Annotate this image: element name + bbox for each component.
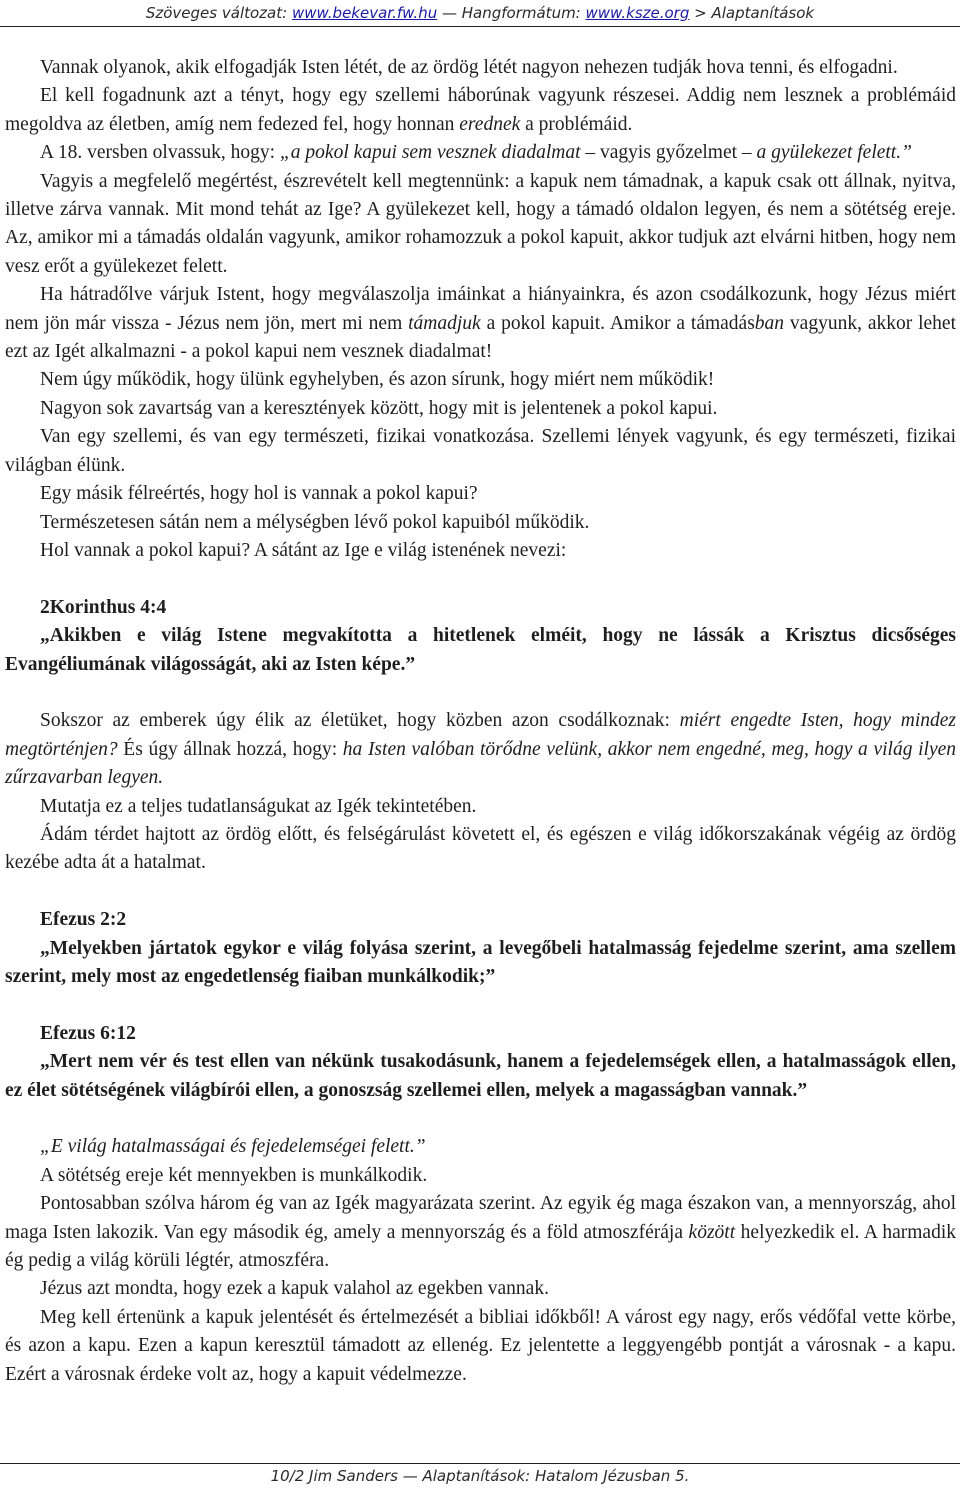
scripture-reference: Efezus 2:2 — [40, 909, 127, 931]
paragraph-text: Sokszor az emberek úgy élik az életüket, hogy közben azon csodálkoznak: — [40, 710, 680, 732]
paragraph: Jézus azt mondta, hogy ezek a kapuk valahol az egekben vannak. — [40, 1278, 549, 1300]
spacer — [5, 1105, 956, 1133]
paragraph: Egy másik félreértés, hogy hol is vannak a pokol kapui? — [40, 483, 478, 505]
paragraph: Nem úgy működik, hogy ülünk egyhelyben, és azon sírunk, hogy miért nem működik! — [40, 369, 715, 391]
paragraph-text: a pokol kapuit. Amikor a támadás — [480, 312, 755, 334]
paragraph: Vagyis a megfelelő megértést, észrevételt kell megtennünk: a kapuk nem támadnak, a kapuk csak ott állnak, nyitva, illetve zárva vannak. Mit mond tehát az Ige? A gyülekezet kell, hogy a támadó oldalon legyen, és nem a sötétség ereje. Az, amikor mi a támadás oldalán vagyunk, amikor rohamozzuk a pokol kapuit, akkor tudjuk azt elvárni hitben, hogy nem vesz erőt a gyülekezet felett. — [5, 170, 956, 277]
emphasis-text: között — [688, 1221, 736, 1243]
paragraph: A sötétség ereje két mennyekben is munkálkodik. — [40, 1164, 428, 1186]
spacer — [5, 565, 956, 593]
paragraph: Természetesen sátán nem a mélységben lévő pokol kapuiból működik. — [40, 511, 590, 533]
page-header — [0, 0, 960, 27]
paragraph: Nagyon sok zavartság van a keresztények között, hogy mit is jelentenek a pokol kapui. — [40, 397, 718, 419]
document-body — [5, 54, 956, 1389]
bekevar-link[interactable]: www.bekevar.fw.hu — [291, 4, 438, 22]
paragraph: Mutatja ez a teljes tudatlanságukat az Igék tekintetében. — [40, 795, 477, 817]
header-section-text: > Alaptanítások — [689, 4, 815, 22]
header-label-text: Szöveges változat: — [145, 4, 292, 22]
quoted-verse: a gyülekezet felett.” — [756, 142, 912, 164]
paragraph-text: – vagyis győzelmet – — [580, 142, 757, 164]
quoted-verse: „a pokol kapui sem vesznek diadalmat — [279, 142, 581, 164]
spacer — [5, 991, 956, 1019]
paragraph — [5, 1133, 956, 1161]
paragraph-text: A 18. versben olvassuk, hogy: — [40, 142, 280, 164]
paragraph-text: Pontosabban szólva három ég van az Igék magyarázata szerint. Az egyik ég maga északon van, a mennyország, ahol maga Isten lakozik. Van egy második ég, amely a mennyország és a föld atmoszférája — [5, 1193, 956, 1243]
emphasis-text: támadjuk — [408, 312, 481, 334]
paragraph-text: El kell fogadnunk azt a tényt, hogy egy szellemi háborúnak vagyunk részesei. Addig nem lesznek a problémáid megoldva az életben, amíg nem fedezed fel, hogy honnan — [5, 85, 956, 135]
paragraph-text: És úgy állnak hozzá, hogy: — [117, 738, 343, 760]
paragraph: Meg kell értenünk a kapuk jelentését és értelmezését a bibliai időkből! A várost egy nagy, erős védőfal vette körbe, és azon a kapu. Ezen a kapun keresztül támadott az ellenég. Ez jelentette a leggyengébb pontját a városnak - a kapu. Ezért a városnak érdeke volt az, hogy a kapuit védelmezze. — [5, 1306, 956, 1385]
paragraph — [5, 139, 956, 167]
quoted-verse: „E világ hatalmasságai és fejedelemségei felett.” — [40, 1136, 426, 1158]
paragraph — [5, 707, 956, 792]
spacer — [5, 878, 956, 906]
emphasis-text: ban — [754, 312, 785, 334]
paragraph-text: helyezkedik el. A harmadik ég pedig a világ körüli légtér, atmoszféra. — [5, 1221, 956, 1271]
page-footer — [0, 1463, 960, 1489]
header-separator-text: — Hangformátum: — [437, 4, 586, 22]
paragraph: Hol vannak a pokol kapui? A sátánt az Ige e világ istenének nevezi: — [40, 539, 567, 561]
paragraph — [5, 1190, 956, 1275]
scripture-reference: 2Korinthus 4:4 — [40, 596, 167, 618]
emphasis-text: erednek — [459, 113, 521, 135]
emphasis-text: ha Isten valóban törődne velünk, akkor nem engedné, meg, hogy a világ ilyen zűrzavarban legyen. — [5, 738, 957, 789]
scripture-quote: „Mert nem vér és test ellen van nékünk tusakodásunk, hanem a fejedelemségek ellen, a hatalmasságok ellen, ez élet sötétségének világbírói ellen, a gonoszság szellemei ellen, melyek a magasságban vannak.” — [5, 1051, 956, 1101]
paragraph — [5, 281, 956, 366]
paragraph-text: a problémáid. — [520, 113, 633, 135]
ksze-link[interactable]: www.ksze.org — [585, 4, 690, 22]
paragraph-text: Ha hátradőlve várjuk Istent, hogy megválaszolja imáinkat a hiányainkra, és azon csodálkozunk, hogy Jézus miért nem jön már vissza - Jézus nem jön, mert mi nem — [5, 284, 956, 334]
spacer — [5, 679, 956, 707]
paragraph: Vannak olyanok, akik elfogadják Isten létét, de az ördög létét nagyon nehezen tudják hova tenni, és elfogadni. — [40, 57, 898, 78]
paragraph: Van egy szellemi, és van egy természeti, fizikai vonatkozása. Szellemi lények vagyunk, és egy természeti, fizikai világban élünk. — [5, 426, 956, 476]
emphasis-text: miért engedte Isten, hogy mindez megtörténjen? — [5, 710, 956, 760]
paragraph — [5, 82, 956, 139]
paragraph-text: vagyunk, akkor lehet ezt az Igét alkalmazni - a pokol kapui nem vesznek diadalmat! — [5, 312, 957, 363]
scripture-quote: „Akikben e világ Istene megvakította a hitetlenek elméit, hogy ne lássák a Krisztus dicsőséges Evangéliumának világosságát, aki az Isten képe.” — [5, 625, 956, 675]
paragraph: Ádám térdet hajtott az ördög előtt, és felségárulást követett el, és egészen e világ időkorszakának végéig az ördög kezébe adta át a hatalmat. — [5, 823, 956, 874]
scripture-quote: „Melyekben jártatok egykor e világ folyása szerint, a levegőbeli hatalmasság fejedelme szerint, ama szellem szerint, mely most az engedetlenség fiaiban munkálkodik;” — [5, 937, 956, 987]
scripture-reference: Efezus 6:12 — [40, 1022, 136, 1044]
footer-text: 10/2 Jim Sanders — Alaptanítások: Hatalom Jézusban 5. — [270, 1467, 690, 1485]
